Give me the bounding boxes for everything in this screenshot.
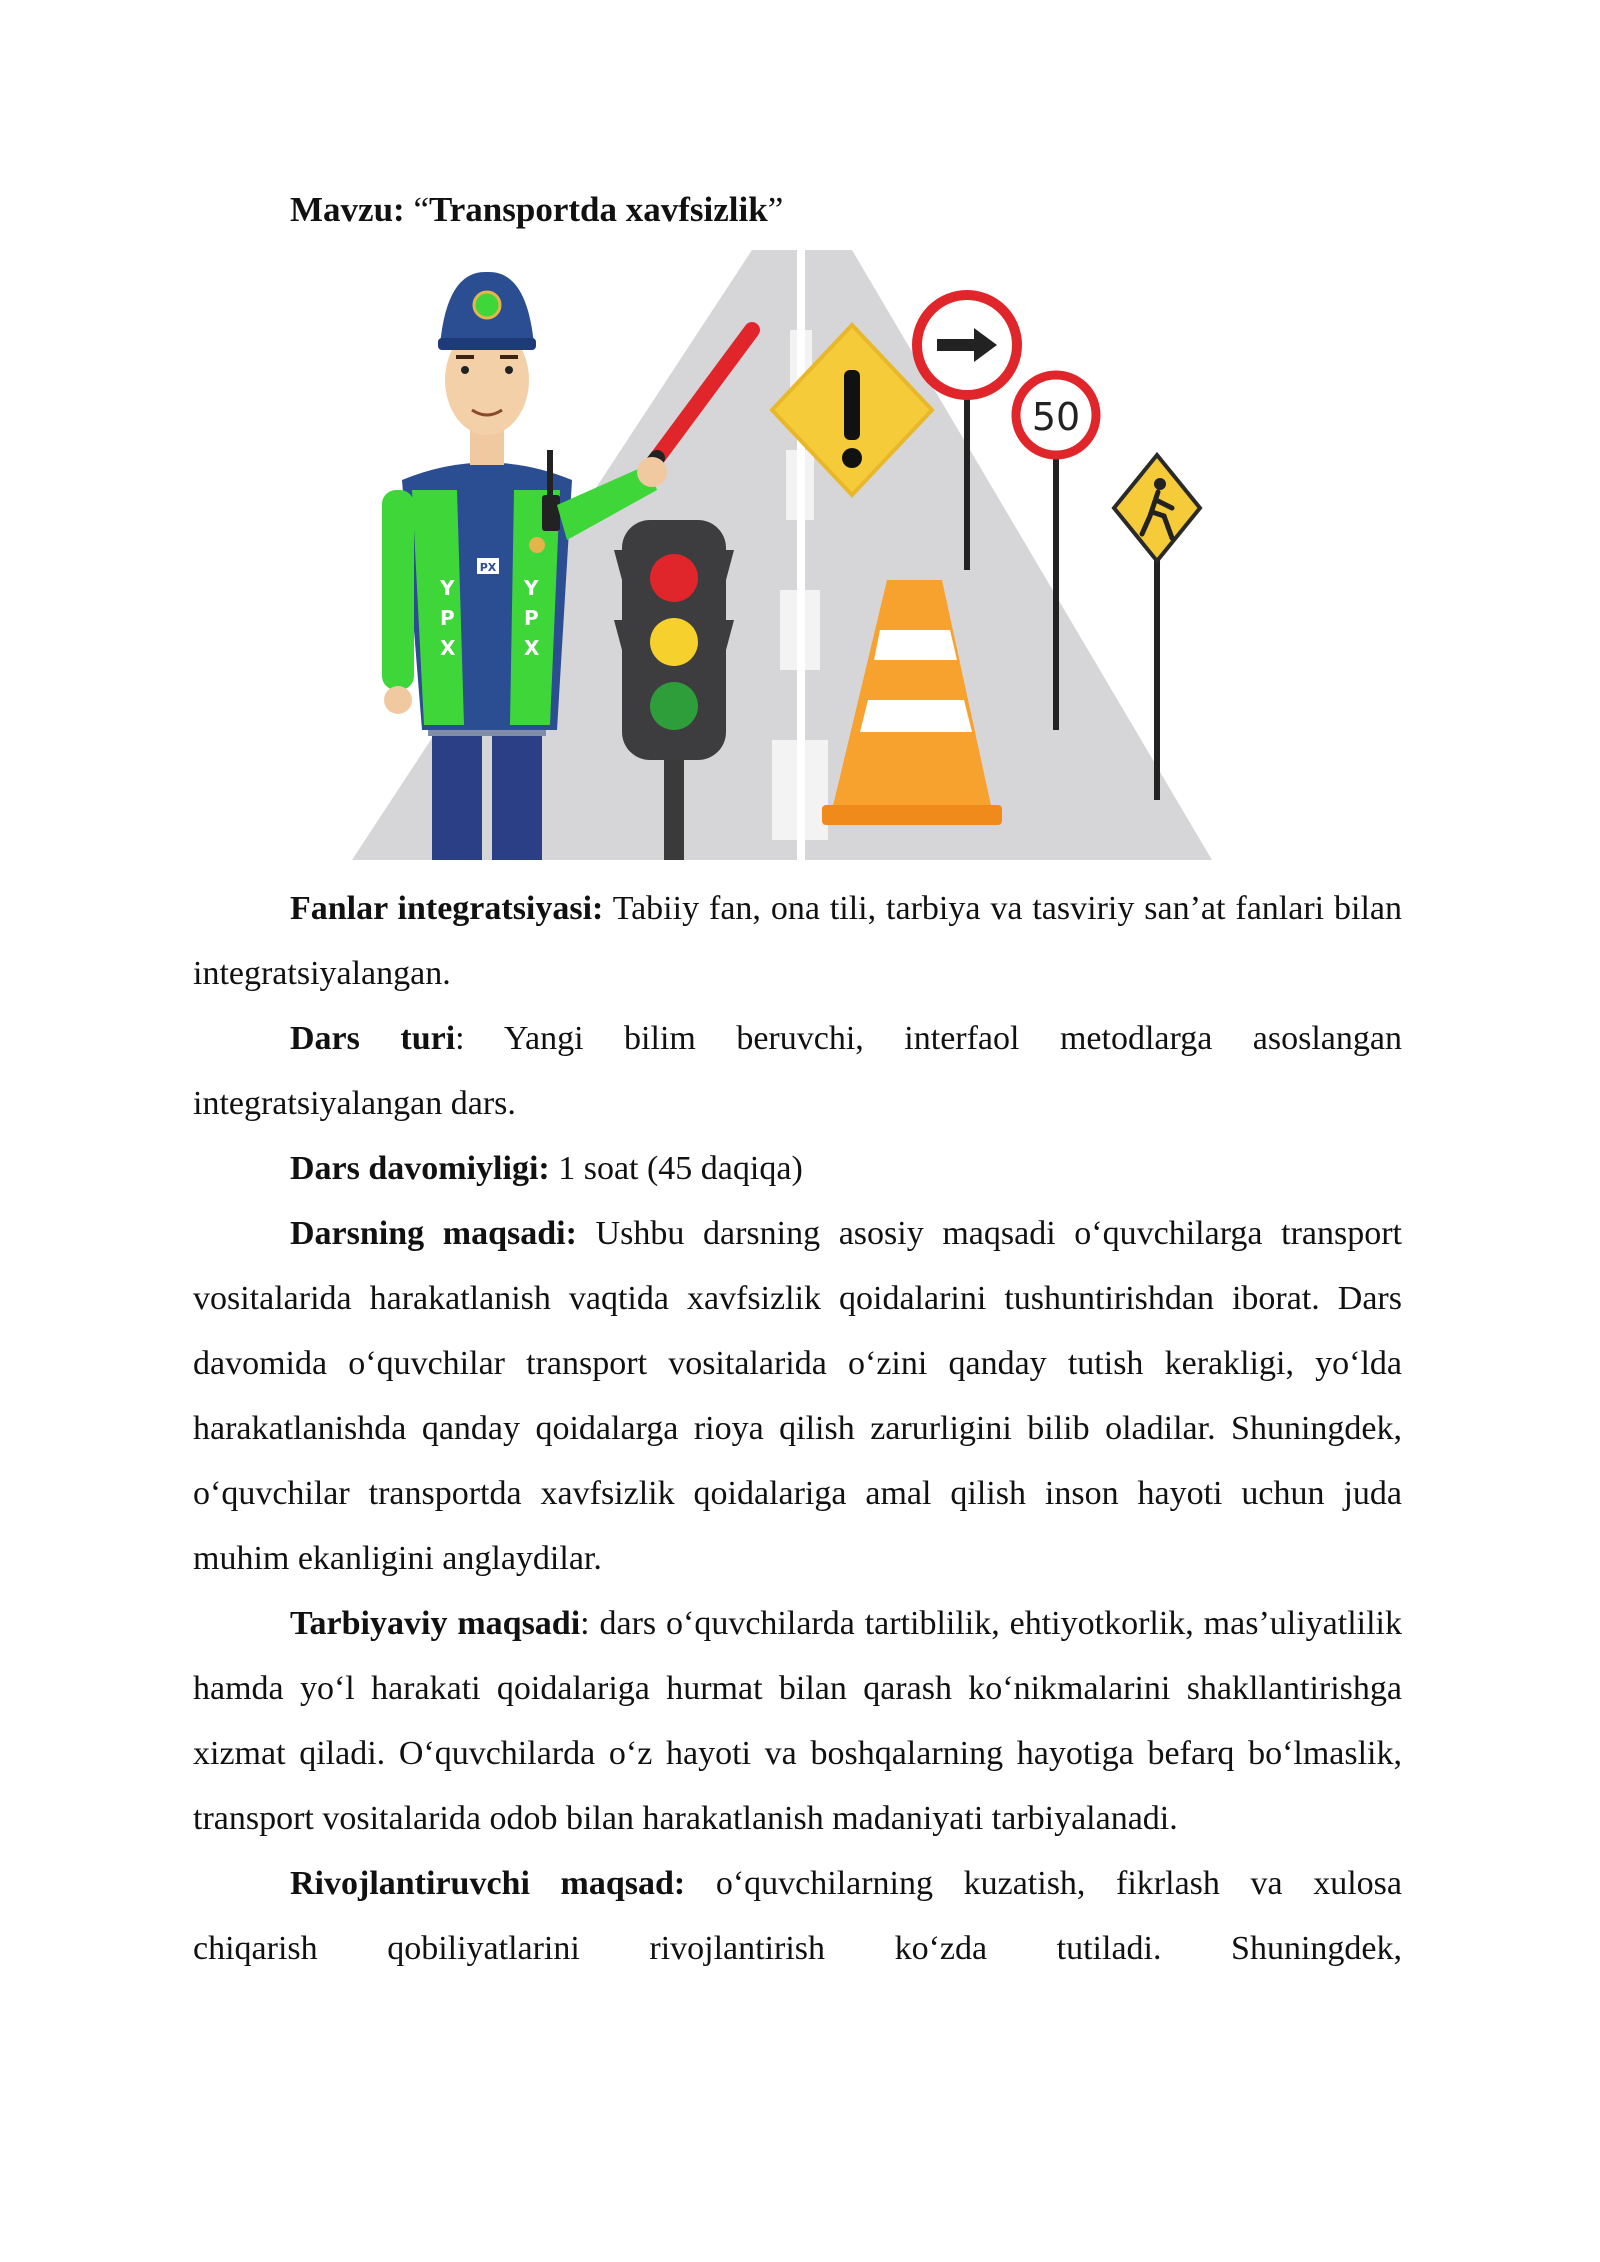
paragraph-educational-goal bbox=[193, 1591, 1402, 1851]
vest-letter-y: Y bbox=[440, 576, 455, 600]
label-subject-integration: Fanlar integratsiyasi: bbox=[290, 890, 604, 927]
text-educational-goal: : dars o‘quvchilarda tartiblilik, ehtiyotkorlik, mas’uliyatlilik hamda yo‘l harakati qoidalariga hurmat bilan qarash ko‘nikmalarini shakllantirishga xizmat qiladi. O‘quvchilarda o‘z hayoti va boshqalarning hayotiga befarq bo‘lmaslik, transport vositalarida odob bilan harakatlanish madaniyati tarbiyalanadi. bbox=[193, 1605, 1402, 1837]
vest-letter-y-right: Y bbox=[524, 576, 539, 600]
pedestrian-crossing-sign-icon bbox=[1114, 455, 1200, 561]
paragraph-developmental-goal bbox=[193, 1851, 1402, 1981]
text-lesson-goal: Ushbu darsning asosiy maqsadi o‘quvchilarga transport vositalarida harakatlanish vaqtida xavfsizlik qoidalarini tushuntirishdan iborat. Dars davomida o‘quvchilar transport vositalarida o‘zini qanday tutish kerakligi, yo‘lda harakatlanishda qanday qoidalarga rioya qilish zarurligini bilib oladilar. Shuningdek, o‘quvchilar transportda xavfsizlik qoidalariga amal qilish inson hayoti uchun juda muhim ekanligini anglaydilar. bbox=[193, 1215, 1402, 1577]
label-developmental-goal: Rivojlantiruvchi maqsad: bbox=[290, 1865, 686, 1902]
text-subject-integration: Tabiiy fan, ona tili, tarbiya va tasviriy san’at fanlari bilan integratsiyalangan. bbox=[193, 890, 1402, 992]
speed-limit-sign-icon bbox=[1016, 375, 1096, 455]
label-lesson-goal: Darsning maqsadi: bbox=[290, 1215, 577, 1252]
vest-letter-x: X bbox=[440, 636, 456, 660]
paragraph-lesson-duration bbox=[193, 1136, 1402, 1201]
label-lesson-type: Dars turi bbox=[290, 1020, 456, 1057]
title-label: Mavzu: bbox=[290, 190, 405, 229]
vest-letter-p: P bbox=[440, 606, 455, 630]
title-topic: Transportda xavfsizlik bbox=[429, 190, 768, 229]
traffic-light-icon bbox=[614, 520, 734, 760]
paragraph-lesson-type bbox=[193, 1006, 1402, 1136]
page-title bbox=[290, 190, 783, 230]
label-lesson-duration: Dars davomiyligi: bbox=[290, 1150, 550, 1187]
vest-letter-p-right: P bbox=[524, 606, 539, 630]
text-lesson-duration: 1 soat (45 daqiqa) bbox=[549, 1150, 803, 1187]
speed-limit-value: 50 bbox=[1031, 395, 1081, 439]
green-light bbox=[650, 682, 698, 730]
traffic-safety-illustration bbox=[352, 250, 1212, 860]
vest-letter-x-right: X bbox=[524, 636, 540, 660]
text-developmental-goal: o‘quvchilarning kuzatish, fikrlash va xulosa chiqarish qobiliyatlarini rivojlantirish ko‘zda tutiladi. Shuningdek, bbox=[193, 1865, 1402, 1967]
label-educational-goal: Tarbiyaviy maqsadi bbox=[290, 1605, 581, 1642]
title-open-quote: “ bbox=[413, 190, 429, 229]
text-lesson-type: : Yangi bilim beruvchi, interfaol metodlarga asoslangan integratsiyalangan dars. bbox=[193, 1020, 1402, 1122]
red-light bbox=[650, 554, 698, 602]
paragraph-subject-integration bbox=[193, 876, 1402, 1006]
vest-badge: PX bbox=[479, 561, 497, 574]
title-close-quote: ” bbox=[767, 190, 784, 229]
arrow-sign-icon bbox=[917, 295, 1017, 395]
yellow-light bbox=[650, 618, 698, 666]
lesson-body bbox=[193, 876, 1402, 1981]
paragraph-lesson-goal bbox=[193, 1201, 1402, 1591]
